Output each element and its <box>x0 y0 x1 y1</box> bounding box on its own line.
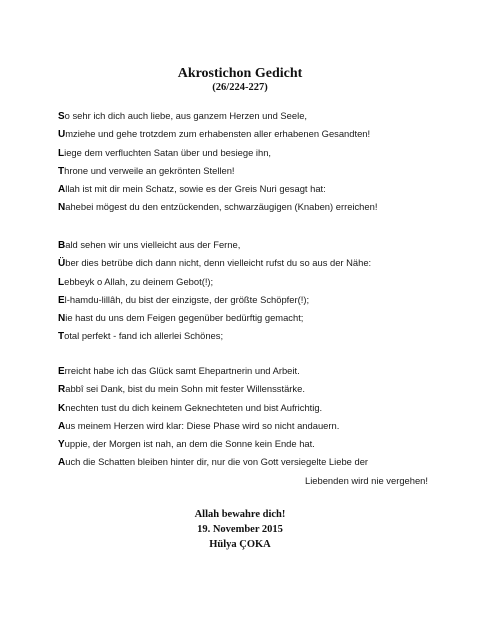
stanza-3 <box>58 362 428 490</box>
line-text: us meinem Herzen wird klar: Diese Phase wird so nicht andauern. <box>65 419 340 431</box>
acrostic-initial: L <box>58 147 65 159</box>
acrostic-initial: N <box>58 202 66 214</box>
signature-blessing: Allah bewahre dich! <box>194 509 286 520</box>
poem-line <box>58 273 428 291</box>
line-text: iege dem verfluchten Satan über und besiege ihn, <box>64 146 272 158</box>
acrostic-initial: R <box>58 384 66 396</box>
line-text: llah ist mit dir mein Schatz, sowie es der Greis Nuri gesagt hat: <box>65 183 326 195</box>
poem-line <box>58 417 428 435</box>
line-text: otal perfekt - fand ich allerlei Schönes; <box>64 330 224 342</box>
poem-line <box>58 399 428 417</box>
acrostic-initial: K <box>58 402 66 414</box>
line-text: ber dies betrübe dich dann nicht, denn vielleicht rufst du so aus der Nähe: <box>65 257 372 269</box>
line-text: nechten tust du dich keinem Geknechteten und bist Aufrichtig. <box>65 401 323 413</box>
poem-line <box>58 236 428 254</box>
line-text: mziehe und gehe trotzdem zum erhabensten aller erhabenen Gesandten! <box>65 128 371 140</box>
poem-line-continuation: Liebenden wird nie vergehen! <box>304 474 428 486</box>
acrostic-initial: Ü <box>58 258 66 270</box>
poem-line <box>58 198 428 216</box>
line-text: rreicht habe ich das Glück samt Ehepartnerin und Arbeit. <box>64 365 300 376</box>
acrostic-initial: B <box>58 240 66 251</box>
acrostic-initial: A <box>58 457 66 469</box>
signature-date: 19. November 2015 <box>197 524 283 535</box>
poem-line <box>58 144 428 162</box>
line-text: hrone und verweile an gekrönten Stellen! <box>64 164 235 176</box>
stanza-1 <box>58 107 428 217</box>
acrostic-initial: Y <box>58 439 65 451</box>
line-text: uppie, der Morgen ist nah, an dem die Sonne kein Ende hat. <box>64 438 315 450</box>
acrostic-initial: E <box>58 366 65 377</box>
poem-line <box>58 327 428 345</box>
line-text: l-hamdu-lillâh, du bist der einzigste, der größte Schöpfer(!); <box>64 293 310 305</box>
poem-line <box>58 435 428 453</box>
line-text: ie hast du uns dem Feigen gegenüber bedürftig gemacht; <box>65 312 304 324</box>
line-text: ald sehen wir uns vielleicht aus der Ferne, <box>65 239 241 250</box>
acrostic-initial: N <box>58 313 66 325</box>
poem-line <box>58 162 428 180</box>
acrostic-initial: S <box>58 111 65 122</box>
line-text: ahebei mögest du den entzückenden, schwarzäugigen (Knaben) erreichen! <box>65 201 378 213</box>
stanza-2 <box>58 236 428 346</box>
signature-author: Hülya ÇOKA <box>209 539 271 550</box>
acrostic-initial: T <box>58 165 65 177</box>
acrostic-initial: A <box>58 184 66 196</box>
line-text: o sehr ich dich auch liebe, aus ganzem Herzen und Seele, <box>64 110 308 121</box>
poem-line <box>58 107 428 125</box>
acrostic-initial: E <box>58 294 65 306</box>
acrostic-initial: A <box>58 420 66 432</box>
poem-line <box>58 309 428 327</box>
line-text: ebbeyk o Allah, zu deinem Gebot(!); <box>64 275 214 287</box>
line-text: uch die Schatten bleiben hinter dir, nur die von Gott versiegelte Liebe der <box>65 456 369 468</box>
poem-line <box>58 125 428 143</box>
poem-title: Akrostichon Gedicht <box>177 66 303 81</box>
poem-reference: (26/224-227) <box>212 82 268 93</box>
acrostic-initial: L <box>58 276 65 288</box>
poem-line <box>58 291 428 309</box>
poem-line <box>58 453 428 471</box>
poem-line <box>58 362 428 380</box>
acrostic-initial: T <box>58 331 65 343</box>
line-text: abbî sei Dank, bist du mein Sohn mit fester Willensstärke. <box>65 383 305 395</box>
poem-line <box>58 254 428 272</box>
poem-line <box>58 380 428 398</box>
poem-line <box>58 180 428 198</box>
acrostic-initial: U <box>58 129 66 141</box>
